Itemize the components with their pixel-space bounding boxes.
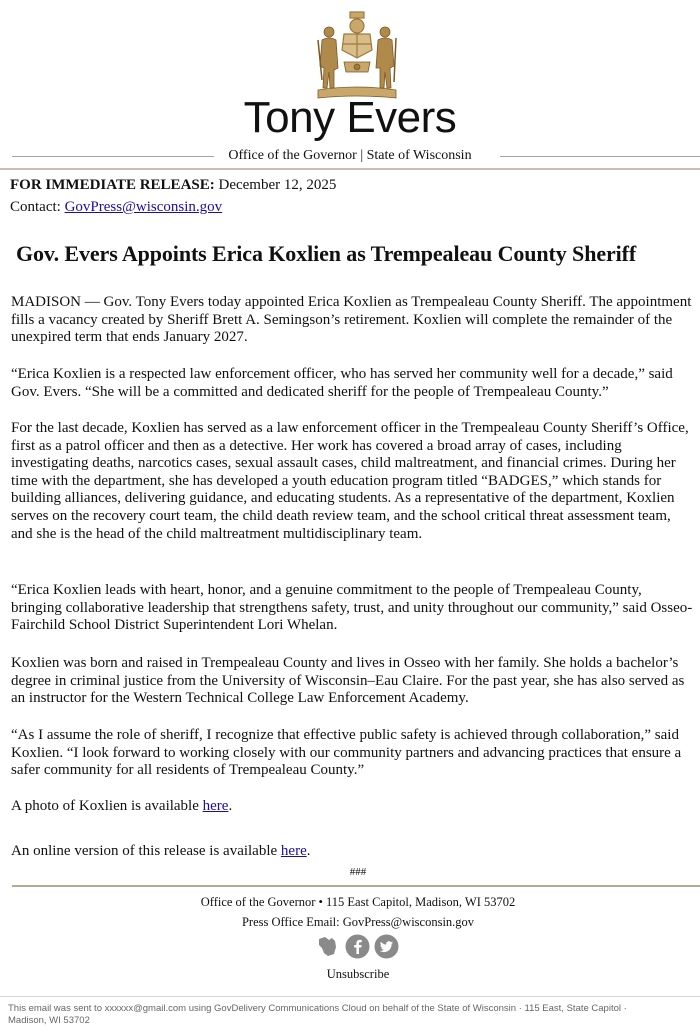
email-disclaimer: This email was sent to xxxxxx@gmail.com using GovDelivery Communications Cloud on behalf of the State of Wisconsin · 115 East, State Capitol · Madison, WI 53702 — [8, 1003, 627, 1026]
footer-divider — [12, 885, 700, 887]
body-paragraph-4: “Erica Koxlien leads with heart, honor, and a genuine commitment to the people of Trempealeau County, bringing collaborative leadership that strengthens safety, trust, and unity throughout our community,” said Osseo-Fairchild School District Superintendent Lori Whelan. — [11, 582, 693, 634]
governor-name-logo: Tony Evers — [243, 93, 457, 142]
release-label: FOR IMMEDIATE RELEASE: — [10, 177, 215, 193]
contact-label: Contact: — [10, 199, 61, 215]
wisconsin-icon[interactable] — [316, 934, 341, 959]
body-paragraph-1: MADISON — Gov. Tony Evers today appointed Erica Koxlien as Trempealeau County Sheriff. The appointment fills a vacancy created by Sheriff Brett A. Semingson’s retirement. Koxlien will complete the remainder of the unexpired term that ends January 2027. — [11, 294, 692, 346]
contact-email-link[interactable]: GovPress@wisconsin.gov — [64, 199, 223, 215]
contact-line — [10, 197, 222, 217]
masthead-subtitle-row — [0, 148, 700, 164]
unsubscribe-link[interactable] — [0, 966, 700, 982]
unsubscribe-label[interactable]: Unsubscribe — [326, 967, 390, 981]
masthead-rule-right — [500, 156, 700, 157]
release-date: December 12, 2025 — [218, 177, 337, 193]
photo-link[interactable]: here — [202, 798, 229, 814]
body-paragraph-3: For the last decade, Koxlien has served as a law enforcement officer in the Trempealeau County Sheriff’s Office, first as a patrol officer and then as a detective. Her work has covered a broad array of cases, including investigating deaths, narcotics cases, sexual assault cases, child maltreatment, and financial crimes. During her time with the department, she has developed a youth education program titled “BADGES,” which stands for building alliances, delivering guidance, and educating students. As a representative of the department, Koxlien serves on the recovery court team, the child death review team, and the school critical threat assessment team, and she is the head of the child maltreatment multidisciplinary team. — [11, 420, 689, 542]
bottom-divider — [0, 996, 700, 997]
body-paragraph-6: “As I assume the role of sheriff, I recognize that effective public safety is achieved through collaboration,” said Koxlien. “I look forward to working closely with our community partners and advancing practices that ensure a safer community for all residents of Trempealeau County.” — [11, 727, 682, 779]
online-version: An online version of this release is available here. — [11, 843, 311, 859]
online-text: An online version of this release is available — [11, 843, 281, 859]
wisconsin-state-seal-icon — [314, 10, 400, 102]
body-paragraph-5: Koxlien was born and raised in Trempealeau County and lives in Osseo with her family. She holds a bachelor’s degree in criminal justice from the University of Wisconsin–Eau Claire. For the past year, she has also served as an instructor for the Western Technical College Law Enforcement Academy. — [11, 655, 685, 707]
online-version-link[interactable]: here — [280, 843, 307, 859]
footer-address: Office of the Governor • 115 East Capitol, Madison, WI 53702 — [200, 895, 516, 909]
end-mark: ### — [349, 866, 367, 878]
office-subtitle: Office of the Governor | State of Wisconsin — [228, 148, 472, 163]
facebook-icon[interactable] — [345, 934, 370, 959]
footer-press-email: Press Office Email: GovPress@wisconsin.gov — [241, 915, 475, 929]
social-links — [316, 934, 400, 960]
twitter-icon[interactable] — [374, 934, 399, 959]
photo-text: A photo of Koxlien is available — [11, 798, 203, 814]
photo-availability: A photo of Koxlien is available here. — [11, 798, 233, 814]
press-release-title: Gov. Evers Appoints Erica Koxlien as Trempealeau County Sheriff — [16, 241, 637, 266]
body-paragraph-2: “Erica Koxlien is a respected law enforcement officer, who has served her community well for a decade,” said Gov. Evers. “She will be a committed and dedicated sheriff for the people of Trempealeau County.” — [11, 366, 673, 400]
release-line — [10, 175, 336, 195]
header-divider — [0, 168, 700, 170]
